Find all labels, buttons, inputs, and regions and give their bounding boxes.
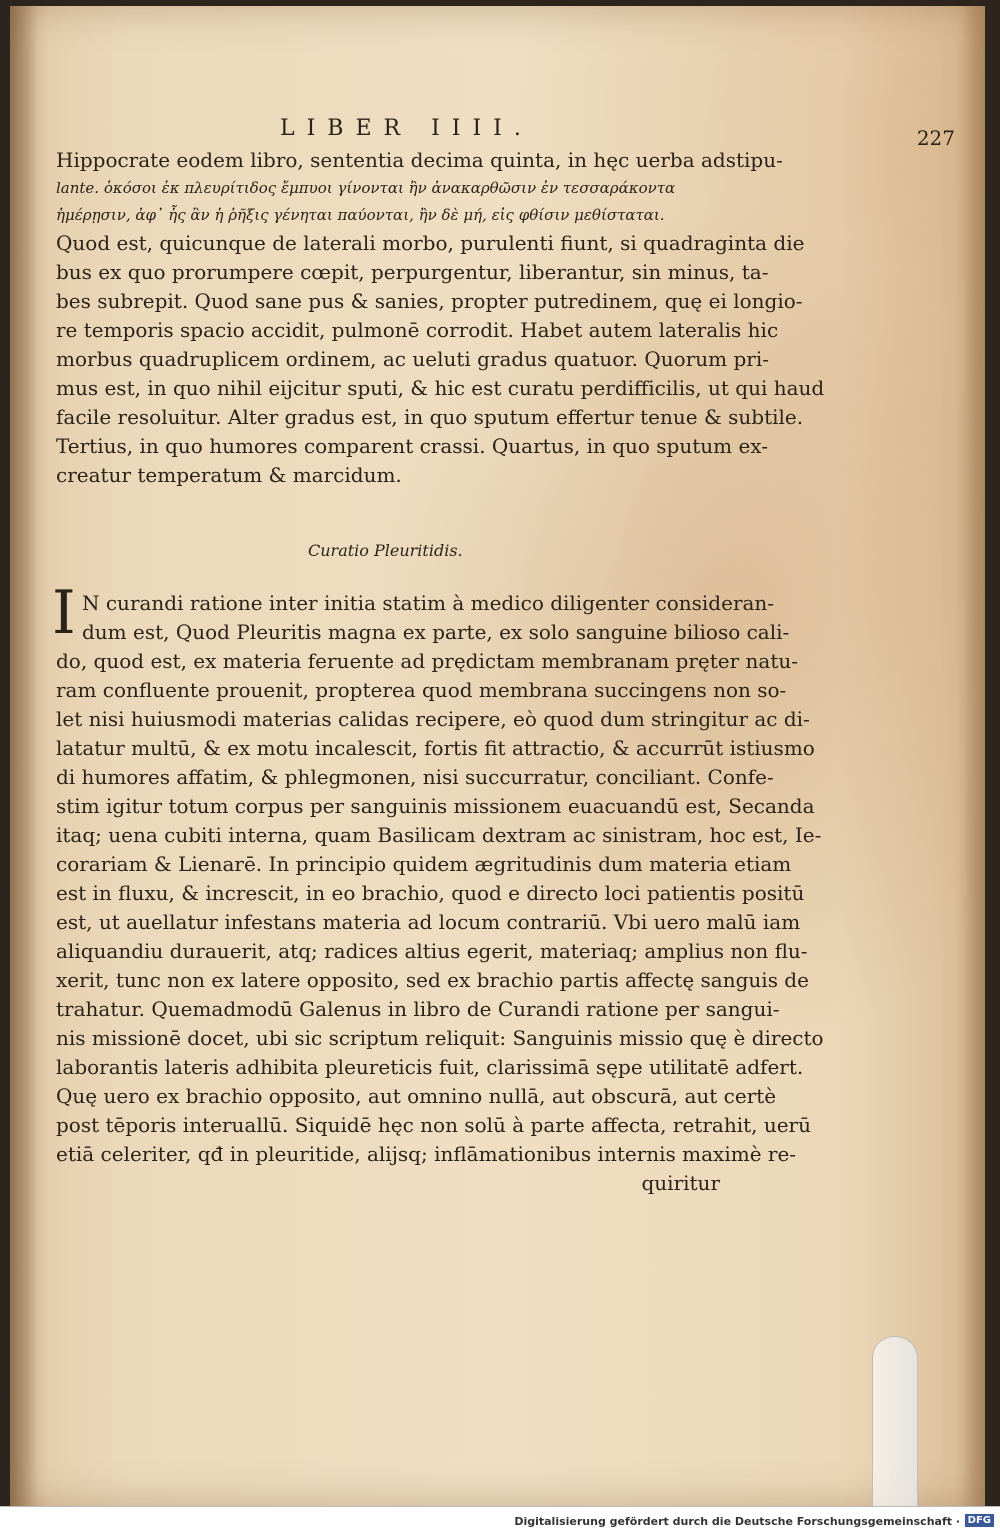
text-line: facile resoluitur. Alter gradus est, in quo sputum effertur tenue & subtile. xyxy=(56,405,804,429)
text-line: etiā celeriter, qđ in pleuritide, alijsq; inflāmationibus internis maximè re- xyxy=(56,1142,797,1166)
text-line: N curandi ratione inter initia statim à medico diligenter consideran- xyxy=(82,591,775,615)
plastic-bookmark-tab xyxy=(872,1336,918,1518)
text-line: laborantis lateris adhibita pleureticis fuit, clarissimā sępe utilitatē adfert. xyxy=(56,1055,804,1079)
text-line: di humores affatim, & phlegmonen, nisi succurratur, conciliant. Confe- xyxy=(56,765,774,789)
text-line: nis missionē docet, ubi sic scriptum reliquit: Sanguinis missio quę è directo xyxy=(56,1026,824,1050)
text-block-intro xyxy=(56,146,825,490)
text-line: xerit, tunc non ex latere opposito, sed ex brachio partis affectę sanguis de xyxy=(56,968,809,992)
section-title: Curatio Pleuritidis. xyxy=(308,541,463,560)
text-line: re temporis spacio accidit, pulmonē corrodit. Habet autem lateralis hic xyxy=(56,318,779,342)
text-block-curatio xyxy=(56,589,824,1198)
running-head: LIBER IIII. xyxy=(280,116,533,141)
text-line: creatur temperatum & marcidum. xyxy=(56,463,402,487)
text-line: est in fluxu, & increscit, in eo brachio, quod e directo loci patientis positū xyxy=(56,881,805,905)
drop-capital: I xyxy=(52,578,76,648)
page-edge xyxy=(963,6,985,1506)
text-line: morbus quadruplicem ordinem, ac ueluti gradus quatuor. Quorum pri- xyxy=(56,347,769,371)
page-gutter xyxy=(10,6,38,1506)
text-line-greek: ἡμέρῃσιν, ἀφ᾽ ἧς ἂν ἡ ῥῆξις γένηται παύονται, ἢν δὲ μή, εἰς φθίσιν μεθίσταται. xyxy=(56,206,665,224)
text-line: est, ut auellatur infestans materia ad locum contrariū. Vbi uero malū iam xyxy=(56,910,801,934)
text-line: Hippocrate eodem libro, sententia decima quinta, in hęc uerba adstipu- xyxy=(56,148,783,172)
text-line: Tertius, in quo humores comparent crassi. Quartus, in quo sputum ex- xyxy=(56,434,768,458)
text-line: Quod est, quicunque de laterali morbo, purulenti fiunt, si quadraginta die xyxy=(56,231,805,255)
footer-bar xyxy=(0,1506,1000,1533)
text-line-greek: lante. ὁκόσοι ἐκ πλευρίτιδος ἔμπυοι γίνονται ἢν ἀνακαρθῶσιν ἐν τεσσαράκοντα xyxy=(56,179,676,197)
catchword: quiritur xyxy=(641,1171,720,1195)
text-line: bus ex quo prorumpere cœpit, perpurgentur, liberantur, sin minus, ta- xyxy=(56,260,769,284)
text-line: aliquandiu durauerit, atq; radices altius egerit, materiaq; amplius non flu- xyxy=(56,939,808,963)
text-line: stim igitur totum corpus per sanguinis missionem euacuandū est, Secanda xyxy=(56,794,815,818)
text-line: post tēporis interuallū. Siquidē hęc non solū à parte affecta, retrahit, uerū xyxy=(56,1113,811,1137)
text-line: itaq; uena cubiti interna, quam Basilicam dextram ac sinistram, hoc est, Ie- xyxy=(56,823,822,847)
text-line: ram confluente prouenit, propterea quod membrana succingens non so- xyxy=(56,678,787,702)
text-line: let nisi huiusmodi materias calidas recipere, eò quod dum stringitur ac di- xyxy=(56,707,810,731)
text-line: mus est, in quo nihil eijcitur sputi, & hic est curatu perdifficilis, ut qui haud xyxy=(56,376,825,400)
book-page xyxy=(10,6,985,1506)
text-line: trahatur. Quemadmodū Galenus in libro de Curandi ratione per sangui- xyxy=(56,997,780,1021)
text-line: Quę uero ex brachio opposito, aut omnino nullā, aut obscurā, aut certè xyxy=(56,1084,777,1108)
footer-credit: Digitalisierung gefördert durch die Deutsche Forschungsgemeinschaft · xyxy=(514,1515,960,1528)
page-number: 227 xyxy=(916,126,955,150)
text-line: corariam & Lienarē. In principio quidem ægritudinis dum materia etiam xyxy=(56,852,792,876)
text-line: dum est, Quod Pleuritis magna ex parte, ex solo sanguine bilioso cali- xyxy=(82,620,790,644)
dfg-logo-icon: DFG xyxy=(965,1514,994,1527)
text-line: latatur multū, & ex motu incalescit, fortis fit attractio, & accurrūt istiusmo xyxy=(56,736,815,760)
text-line: bes subrepit. Quod sane pus & sanies, propter putredinem, quę ei longio- xyxy=(56,289,803,313)
text-line: do, quod est, ex materia feruente ad prędictam membranam pręter natu- xyxy=(56,649,799,673)
